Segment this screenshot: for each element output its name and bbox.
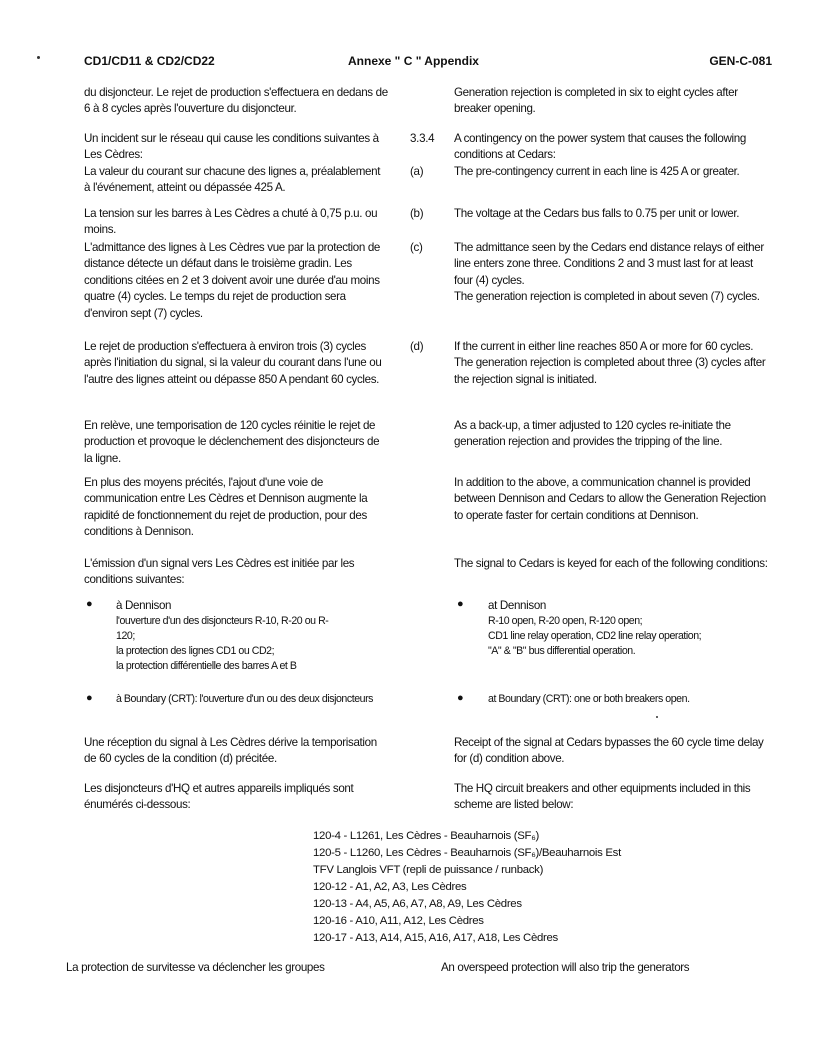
english-text: Generation rejection is completed in six to eight cycles after breaker opening. bbox=[454, 86, 738, 116]
page-header bbox=[84, 54, 772, 70]
equipment-item: 120-4 - L1261, Les Cèdres - Beauharnois (SF₆) bbox=[313, 830, 539, 842]
bullet-line: la protection des lignes CD1 ou CD2; bbox=[116, 645, 275, 657]
english-text: As a back-up, a timer adjusted to 120 cycles re-initiate the generation rejection and provides the tripping of the line. bbox=[454, 419, 731, 449]
french-paragraph bbox=[84, 85, 389, 118]
english-text: The signal to Cedars is keyed for each of the following conditions: bbox=[454, 557, 768, 570]
equipment-list bbox=[313, 828, 621, 947]
english-paragraph bbox=[454, 475, 772, 524]
french-text: Les disjoncteurs d'HQ et autres appareils impliqués sont énumérés ci-dessous: bbox=[84, 782, 354, 812]
bullet-icon: ● bbox=[457, 598, 464, 610]
english-text: An overspeed protection will also trip the generators bbox=[441, 961, 690, 974]
english-text: Receipt of the signal at Cedars bypasses the 60 cycle time delay for (d) condition above. bbox=[454, 736, 764, 766]
bullet-icon: ● bbox=[86, 692, 93, 704]
scan-speck bbox=[656, 716, 658, 718]
english-paragraph bbox=[454, 339, 772, 388]
french-paragraph bbox=[84, 206, 389, 239]
english-paragraph bbox=[441, 960, 772, 976]
bullet-line: la protection différentielle des barres A et B bbox=[116, 659, 297, 672]
english-text: The voltage at the Cedars bus falls to 0.75 per unit or lower. bbox=[454, 207, 740, 220]
section-number: 3.3.4 bbox=[410, 132, 435, 145]
english-text: If the current in either line reaches 850 A or more for 60 cycles. The generation rejection is completed about three (3) cycles after the rejection signal is initiated. bbox=[454, 340, 766, 386]
bullet-line: l'ouverture d'un des disjoncteurs R-10, R-20 ou R-120; bbox=[116, 615, 329, 643]
equipment-item: 120-17 - A13, A14, A15, A16, A17, A18, Les Cèdres bbox=[313, 932, 558, 944]
english-paragraph bbox=[454, 85, 772, 118]
equipment-item: 120-5 - L1260, Les Cèdres - Beauharnois (SF₆)/Beauharnois Est bbox=[313, 847, 621, 859]
bullet-icon: ● bbox=[86, 598, 93, 610]
french-text: La valeur du courant sur chacune des lignes a, préalablement à l'événement, atteint ou dépassée 425 A. bbox=[84, 165, 381, 195]
french-bullet bbox=[116, 598, 376, 674]
item-label: (c) bbox=[410, 241, 423, 254]
equipment-item: 120-12 - A1, A2, A3, Les Cèdres bbox=[313, 881, 467, 893]
bullet-line: "A" & "B" bus differential operation. bbox=[488, 645, 636, 657]
english-paragraph bbox=[454, 131, 772, 164]
french-text: La protection de survitesse va déclencher les groupes bbox=[66, 961, 325, 974]
header-center: Annexe " C " Appendix bbox=[348, 54, 479, 68]
french-paragraph bbox=[84, 164, 389, 197]
english-bullet bbox=[488, 692, 772, 707]
scan-speck bbox=[37, 56, 40, 59]
french-text: L'émission d'un signal vers Les Cèdres est initiée par les conditions suivantes: bbox=[84, 557, 355, 587]
english-text: The HQ circuit breakers and other equipments included in this scheme are listed below: bbox=[454, 782, 751, 812]
french-paragraph bbox=[84, 131, 389, 164]
item-label: (b) bbox=[410, 207, 424, 220]
english-text: The generation rejection is completed in about seven (7) cycles. bbox=[454, 290, 760, 304]
french-paragraph bbox=[84, 418, 389, 467]
english-text: The pre-contingency current in each line is 425 A or greater. bbox=[454, 165, 740, 178]
english-text: The admittance seen by the Cedars end distance relays of either line enters zone three. Conditions 2 and 3 must last for at least four (4) cycles. bbox=[454, 241, 764, 287]
french-paragraph bbox=[66, 960, 396, 976]
english-paragraph bbox=[454, 781, 772, 814]
english-paragraph bbox=[454, 206, 772, 222]
bullet-title: à Dennison bbox=[116, 599, 172, 612]
french-paragraph bbox=[84, 556, 389, 589]
english-paragraph bbox=[454, 418, 772, 451]
english-bullet bbox=[488, 598, 772, 659]
french-text: Le rejet de production s'effectuera à environ trois (3) cycles après l'initiation du signal, si la valeur du courant dans l'une ou l'autre des lignes atteint ou dépasse 850 A pendant 60 cycles. bbox=[84, 340, 382, 386]
english-paragraph bbox=[454, 164, 772, 180]
french-text: L'admittance des lignes à Les Cèdres vue par la protection de distance détecte un défaut dans le troisième gradin. Les conditions citées en 2 et 3 doivent avoir une durée d'au moins quatre (4) cycles. Le temps du rejet de production sera d'environ sept (7) cycles. bbox=[84, 241, 381, 320]
item-label: (a) bbox=[410, 165, 424, 178]
english-text: A contingency on the power system that causes the following conditions at Cedars: bbox=[454, 132, 746, 162]
english-text: In addition to the above, a communication channel is provided between Dennison and Cedars to allow the Generation Rejection to operate faster for certain conditions at Dennison. bbox=[454, 476, 766, 522]
french-text: En relève, une temporisation de 120 cycles réinitie le rejet de production et provoque le déclenchement des disjoncteurs de la ligne. bbox=[84, 419, 380, 465]
equipment-item: 120-16 - A10, A11, A12, Les Cèdres bbox=[313, 915, 484, 927]
french-paragraph bbox=[84, 735, 389, 768]
french-text: Un incident sur le réseau qui cause les conditions suivantes à Les Cèdres: bbox=[84, 132, 379, 162]
bullet-title: at Boundary (CRT): one or both breakers open. bbox=[488, 693, 690, 705]
bullet-line: R-10 open, R-20 open, R-120 open; bbox=[488, 615, 643, 628]
item-label: (d) bbox=[410, 340, 424, 353]
header-left: CD1/CD11 & CD2/CD22 bbox=[84, 54, 215, 68]
french-bullet bbox=[116, 692, 386, 707]
french-text: du disjoncteur. Le rejet de production s'effectuera en dedans de 6 à 8 cycles après l'ouverture du disjoncteur. bbox=[84, 86, 388, 116]
french-text: Une réception du signal à Les Cèdres dérive la temporisation de 60 cycles de la condition (d) précitée. bbox=[84, 736, 377, 766]
bullet-icon: ● bbox=[457, 692, 464, 704]
bullet-line: CD1 line relay operation, CD2 line relay operation; bbox=[488, 630, 702, 643]
french-paragraph bbox=[84, 339, 389, 388]
english-paragraph bbox=[454, 735, 772, 768]
french-text: La tension sur les barres à Les Cèdres a chuté à 0,75 p.u. ou moins. bbox=[84, 207, 378, 237]
equipment-item: TFV Langlois VFT (repli de puissance / runback) bbox=[313, 864, 544, 876]
bullet-title: à Boundary (CRT): l'ouverture d'un ou des deux disjoncteurs bbox=[116, 693, 374, 705]
french-paragraph bbox=[84, 240, 389, 322]
french-text: En plus des moyens précités, l'ajout d'une voie de communication entre Les Cèdres et Dennison augmente la rapidité de fonctionnement du rejet de production, pour des conditions à Dennison. bbox=[84, 476, 368, 539]
french-paragraph bbox=[84, 475, 389, 541]
header-right: GEN-C-081 bbox=[709, 54, 772, 68]
equipment-item: 120-13 - A4, A5, A6, A7, A8, A9, Les Cèdres bbox=[313, 898, 522, 910]
french-paragraph bbox=[84, 781, 389, 814]
bullet-title: at Dennison bbox=[488, 599, 547, 612]
english-paragraph bbox=[454, 556, 772, 572]
english-paragraph bbox=[454, 240, 772, 306]
